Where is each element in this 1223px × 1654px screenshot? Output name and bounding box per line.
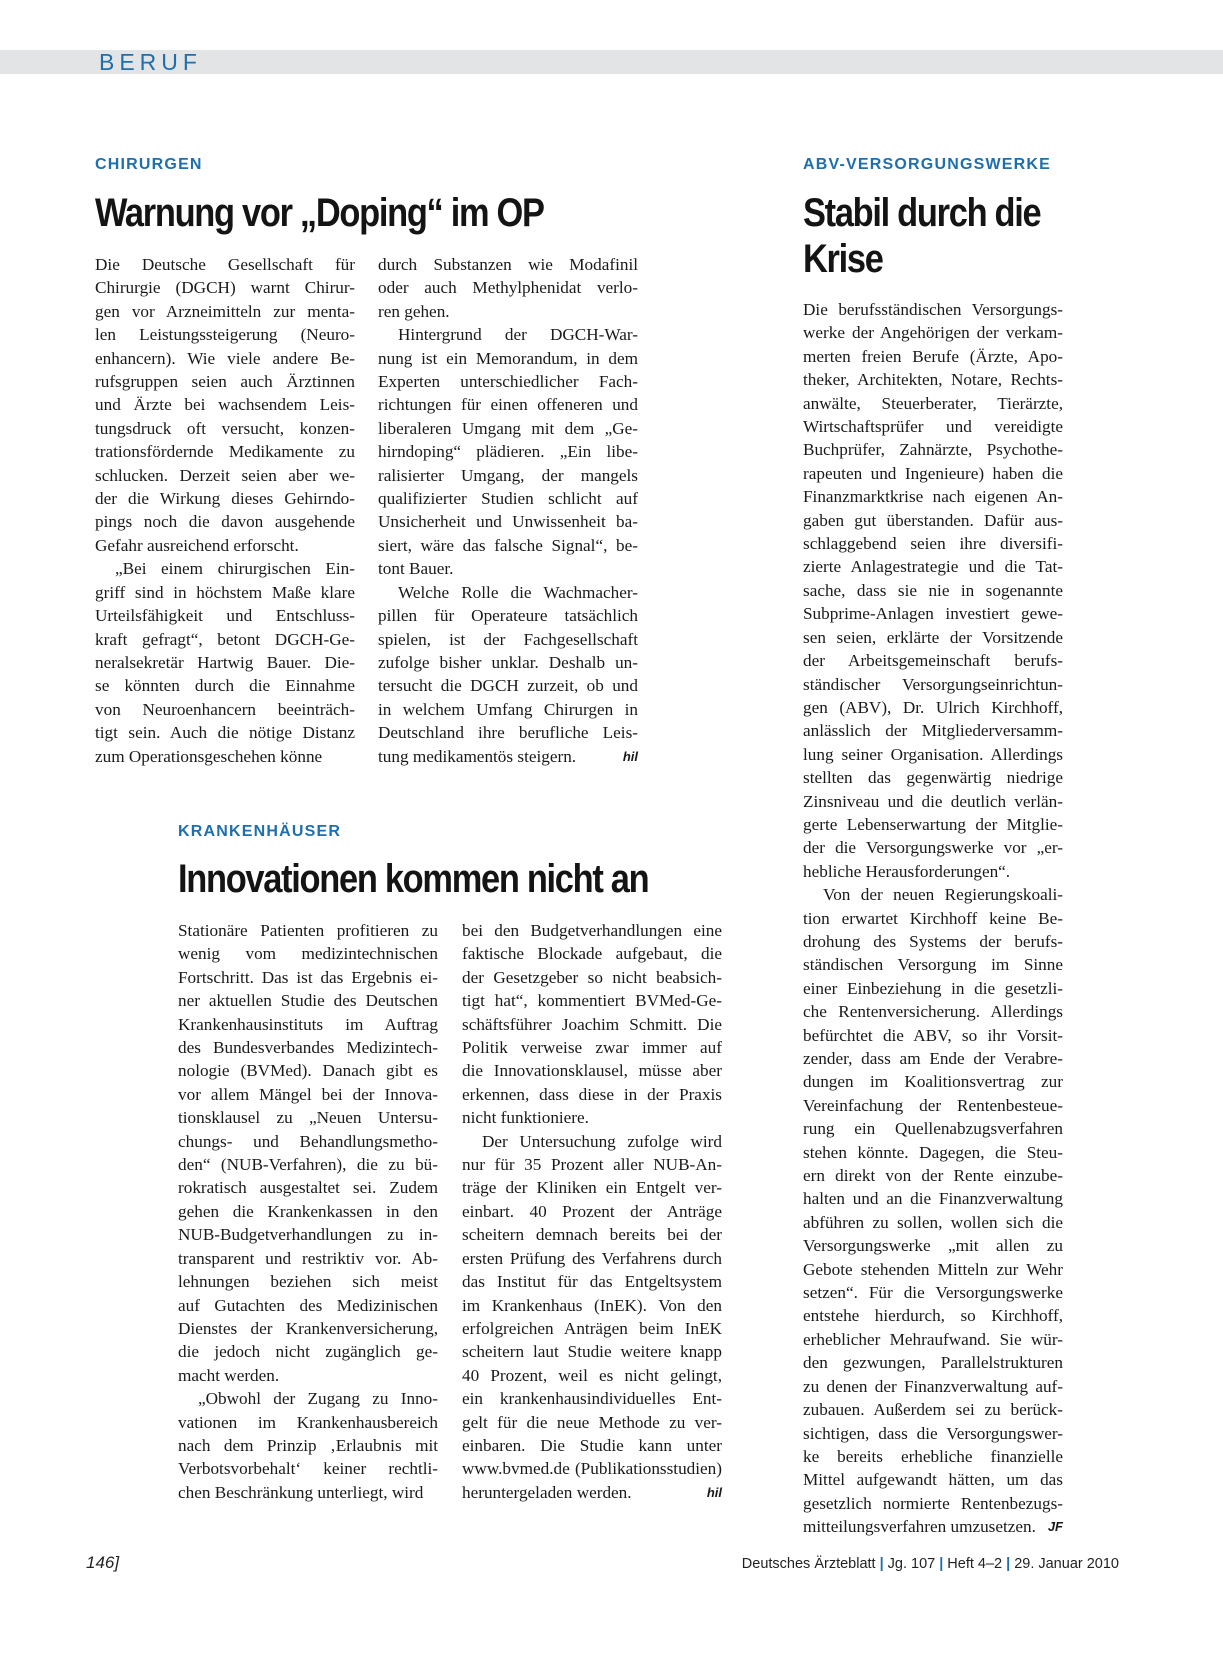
text-line: gehen die Krankenkassen in den bbox=[178, 1201, 438, 1221]
text-line: vationen im Krankenhausbereich bbox=[178, 1412, 438, 1432]
text-line: Dienstes der Krankenversicherung, bbox=[178, 1318, 438, 1338]
text-line: den gezwungen, Parallelstrukturen bbox=[803, 1353, 1063, 1373]
text-line: durch Substanzen wie Modafinil bbox=[378, 255, 638, 274]
text-line: ständischen Versorgung im Sinne bbox=[803, 955, 1063, 975]
text-line: Der Untersuchung zufolge wird bbox=[482, 1131, 722, 1151]
text-line: tigt sein. Auch die nötige Distanz bbox=[95, 723, 355, 743]
text-line: der Arbeitsgemeinschaft berufs- bbox=[803, 651, 1063, 671]
text-line: tungsdruck oft versucht, konzen- bbox=[95, 418, 355, 438]
text-line: ke bereits erhebliche finanzielle bbox=[803, 1446, 1063, 1466]
article-kicker: ABV-VERSORGUNGSWERKE bbox=[803, 156, 1052, 173]
text-line: ersten Prüfung des Verfahrens durch bbox=[462, 1248, 722, 1268]
text-line: rapeuten und Ingenieure) haben die bbox=[803, 463, 1063, 483]
text-line: zum Operationsgeschehen könne bbox=[95, 746, 323, 766]
text-line: theker, Architekten, Notare, Rechts- bbox=[803, 370, 1063, 390]
text-line: Vereinfachung der Rentenbesteue- bbox=[803, 1095, 1063, 1115]
text-line: die jedoch nicht zugänglich ge- bbox=[178, 1342, 438, 1362]
text-line: drohung des Systems der berufs- bbox=[803, 931, 1063, 951]
article-kicker: KRANKENHÄUSER bbox=[178, 823, 342, 840]
article-column-1 bbox=[178, 919, 438, 1504]
text-line: „Obwohl der Zugang zu Inno- bbox=[198, 1389, 438, 1409]
text-line: www.bvmed.de (Publikationsstudien) bbox=[462, 1459, 722, 1479]
text-line: sichtigen, dass die Versorgungswer- bbox=[803, 1423, 1063, 1443]
text-line: chen Beschränkung unterliegt, wird bbox=[178, 1482, 424, 1502]
text-line: tionsklausel zu „Neuen Untersu- bbox=[178, 1108, 438, 1128]
text-line: griff sind in höchstem Maße klare bbox=[95, 582, 355, 602]
text-line: lung seiner Organisation. Allerdings bbox=[803, 744, 1063, 764]
text-line: tigt hat“, kommentiert BVMed-Ge- bbox=[462, 991, 722, 1011]
text-line: dungen im Koalitionsvertrag zur bbox=[803, 1072, 1063, 1092]
article-headline-line-2: Krise bbox=[803, 237, 883, 281]
footer-credit bbox=[742, 1556, 1119, 1572]
text-line: zufolge bisher unklar. Deshalb un- bbox=[378, 652, 638, 672]
text-line: tung medikamentös steigern. hil bbox=[378, 745, 638, 768]
text-line: ralisierter Umgang, der mangels bbox=[378, 465, 638, 485]
text-line: setzen“. Für die Versorgungswerke bbox=[803, 1283, 1063, 1303]
author-signature: hil bbox=[706, 1484, 722, 1500]
text-line: Die Deutsche Gesellschaft für bbox=[95, 255, 355, 274]
text-line: Zinsniveau und die deutlich verlän- bbox=[803, 791, 1063, 811]
publication-date: 29. Januar 2010 bbox=[1014, 1556, 1119, 1572]
text-line: Wirtschaftsprüfer und vereidigte bbox=[803, 417, 1063, 437]
text-line: Die berufsständischen Versorgungs- bbox=[803, 300, 1063, 319]
text-line: trationsfördernde Medikamente zu bbox=[95, 442, 355, 462]
text-line: Welche Rolle die Wachmacher- bbox=[398, 582, 638, 602]
text-line: träge der Kliniken ein Entgelt ver- bbox=[462, 1178, 722, 1198]
text-line: „Bei einem chirurgischen Ein- bbox=[115, 559, 355, 579]
text-line: gen (ABV), Dr. Ulrich Kirchhoff, bbox=[803, 697, 1063, 717]
text-line: pillen für Operateure tatsächlich bbox=[378, 606, 638, 626]
text-line: anwälte, Steuerberater, Tierärzte, bbox=[803, 393, 1063, 413]
article-column-2 bbox=[378, 253, 638, 768]
text-line: macht werden. bbox=[178, 1365, 280, 1385]
text-line: in welchem Umfang Chirurgen in bbox=[378, 699, 638, 719]
text-line: Subprime-Anlagen investiert gewe- bbox=[803, 604, 1063, 624]
article-column-1 bbox=[95, 253, 355, 768]
text-line: der Gesetzgeber so nicht beabsich- bbox=[462, 967, 722, 987]
text-line: Deutschland ihre berufliche Leis- bbox=[378, 723, 638, 743]
text-line: scheitern demnach bereits bei der bbox=[462, 1225, 722, 1245]
article-column-1 bbox=[803, 298, 1063, 1539]
text-line: merten freien Berufe (Ärzte, Apo- bbox=[803, 346, 1063, 366]
text-line: Gefahr ausreichend erforscht. bbox=[95, 535, 299, 555]
footer-separator: | bbox=[939, 1556, 944, 1572]
text-line: von Neuroenhancern beeinträch- bbox=[95, 699, 355, 719]
text-line: wenig vom medizintechnischen bbox=[178, 944, 438, 964]
text-line: 40 Prozent, weil es nicht gelingt, bbox=[462, 1365, 722, 1385]
text-line: Krankenhausinstituts im Auftrag bbox=[178, 1014, 438, 1034]
text-line: Finanzmarktkrise nach eigenen An- bbox=[803, 487, 1063, 507]
text-line: erkennen, dass diese in der Praxis bbox=[462, 1084, 722, 1104]
text-line: des Bundesverbandes Medizintech- bbox=[178, 1038, 438, 1058]
text-line: vor allem Mängel bei der Innova- bbox=[178, 1084, 438, 1104]
text-line: ein krankenhausindividuelles Ent- bbox=[462, 1389, 722, 1409]
text-line: chungs- und Behandlungsmetho- bbox=[178, 1131, 438, 1151]
text-line: stehen könnte. Dagegen, die Steu- bbox=[803, 1142, 1063, 1162]
text-line: erheblicher Mehraufwand. Sie wür- bbox=[803, 1329, 1063, 1349]
text-line: der die Versorgungswerke vor „er- bbox=[803, 838, 1063, 858]
text-line: rufsgruppen seien auch Ärztinnen bbox=[95, 372, 355, 392]
author-signature: hil bbox=[622, 748, 638, 764]
text-line: Chirurgie (DGCH) warnt Chirur- bbox=[95, 278, 355, 298]
issue: Heft 4–2 bbox=[947, 1556, 1003, 1572]
text-line: che Rentenversicherung. Allerdings bbox=[803, 1002, 1063, 1022]
text-line: qualifizierter Studien schlicht auf bbox=[378, 489, 638, 509]
text-line: halten und an die Finanzverwaltung bbox=[803, 1189, 1063, 1209]
author-signature: JF bbox=[1047, 1519, 1063, 1535]
text-line: nung ist ein Memorandum, in dem bbox=[378, 348, 638, 368]
text-line: tersucht die DGCH zurzeit, ob und bbox=[378, 676, 638, 696]
text-line: sen seien, erklärte der Vorsitzende bbox=[803, 627, 1063, 647]
text-line: rokratisch ausgestaltet sei. Zudem bbox=[178, 1178, 438, 1198]
text-line: entstehe hierdurch, so Kirchhoff, bbox=[803, 1306, 1063, 1326]
text-line: faktische Blockade aufgebaut, die bbox=[462, 944, 722, 964]
footer-separator: | bbox=[1006, 1556, 1011, 1572]
text-line: nologie (BVMed). Danach gibt es bbox=[178, 1061, 438, 1081]
section-label: BERUF bbox=[99, 49, 202, 75]
page-number: 146] bbox=[86, 1553, 120, 1572]
text-line: Von der neuen Regierungskoali- bbox=[823, 885, 1063, 905]
text-line: gen vor Arzneimitteln zur menta- bbox=[95, 301, 355, 321]
text-line: schlaggebend seien ihre diversifi- bbox=[803, 534, 1063, 554]
text-line: NUB-Budgetverhandlungen zu in- bbox=[178, 1225, 438, 1245]
text-line: sache, dass sie nie in sogenannte bbox=[803, 580, 1063, 600]
text-line: einbart. 40 Prozent der Anträge bbox=[462, 1201, 722, 1221]
article-column-2 bbox=[462, 919, 722, 1504]
text-line: lehnungen beziehen sich meist bbox=[178, 1272, 438, 1292]
text-line: einer Einbeziehung in die gesetzli- bbox=[803, 978, 1063, 998]
text-line: bei den Budgetverhandlungen eine bbox=[462, 921, 722, 940]
text-line: Experten unterschiedlicher Fach- bbox=[378, 372, 638, 392]
text-line: auf Gutachten des Medizinischen bbox=[178, 1295, 438, 1315]
text-line: der die Wirkung dieses Gehirndo- bbox=[95, 489, 355, 509]
text-line: werke der Angehörigen der verkam- bbox=[803, 323, 1063, 343]
text-line: hirndoping“ plädieren. „Ein libe- bbox=[378, 442, 638, 462]
text-line: Unsicherheit und Unwissenheit ba- bbox=[378, 512, 638, 532]
text-line: tion erwartet Kirchhoff keine Be- bbox=[803, 908, 1063, 928]
text-line: gesetzlich normierte Rentenbezugs- bbox=[803, 1493, 1063, 1513]
text-line: schlucken. Derzeit seien aber we- bbox=[95, 465, 355, 485]
text-line: anlässlich der Mitgliederversamm- bbox=[803, 721, 1063, 741]
text-line: und Ärzte bei wachsendem Leis- bbox=[95, 395, 355, 415]
text-line: tont Bauer. bbox=[378, 559, 454, 579]
text-line: rung ein Quellenabzugsverfahren bbox=[803, 1119, 1063, 1139]
text-line: len Leistungssteigerung (Neuro- bbox=[95, 325, 355, 345]
text-line: zu denen der Finanzverwaltung auf- bbox=[803, 1376, 1063, 1396]
text-line: transparent und restriktiv vor. Ab- bbox=[178, 1248, 438, 1268]
text-line: enhancern). Wie viele andere Be- bbox=[95, 348, 355, 368]
text-line: siert, wäre das falsche Signal“, be- bbox=[378, 535, 638, 555]
text-line: spielen, ist der Fachgesellschaft bbox=[378, 629, 638, 649]
article-kicker: CHIRURGEN bbox=[95, 156, 203, 173]
text-line: neralsekretär Hartwig Bauer. Die- bbox=[95, 652, 355, 672]
text-line: gaben gut überstanden. Dafür aus- bbox=[803, 510, 1063, 530]
article-headline: Innovationen kommen nicht an bbox=[178, 857, 649, 901]
text-line: zubauen. Außerdem sei zu berück- bbox=[803, 1400, 1063, 1420]
text-line: ern direkt von der Rente einzube- bbox=[803, 1166, 1063, 1186]
text-line: Versorgungswerke „mit allen zu bbox=[803, 1236, 1063, 1256]
text-line: Urteilsfähigkeit und Entschluss- bbox=[95, 606, 355, 626]
text-line: zierte Anlagestrategie und die Tat- bbox=[803, 557, 1063, 577]
publication-name: Deutsches Ärzteblatt bbox=[741, 1556, 876, 1572]
text-line: nach dem Prinzip ‚Erlaubnis mit bbox=[178, 1435, 438, 1455]
text-line: nicht funktioniere. bbox=[462, 1108, 589, 1128]
text-line: erfolgreichen Anträgen beim InEK bbox=[462, 1318, 722, 1338]
text-line: abführen zu sollen, wollen sich die bbox=[803, 1212, 1063, 1232]
text-line: ner aktuellen Studie des Deutschen bbox=[178, 991, 438, 1011]
text-line: ren gehen. bbox=[378, 301, 450, 321]
text-line: schäftsführer Joachim Schmitt. Die bbox=[462, 1014, 722, 1034]
text-line: die Innovationsklausel, müsse aber bbox=[462, 1061, 722, 1081]
text-line: einbaren. Die Studie kann unter bbox=[462, 1435, 722, 1455]
text-line: im Krankenhaus (InEK). Von den bbox=[462, 1295, 722, 1315]
text-line: oder auch Methylphenidat verlo- bbox=[378, 278, 638, 298]
text-line: richtungen für einen offeneren und bbox=[378, 395, 638, 415]
text-line: mitteilungsverfahren umzusetzen. JF bbox=[803, 1515, 1063, 1538]
text-line: heruntergeladen werden. hil bbox=[462, 1481, 722, 1504]
text-line: Fortschritt. Das ist das Ergebnis ei- bbox=[178, 967, 438, 987]
text-line: Gebote stehenden Mitteln zur Wehr bbox=[803, 1259, 1063, 1279]
text-line: scheitern laut Studie weitere knapp bbox=[462, 1342, 722, 1362]
text-line: hebliche Herausforderungen“. bbox=[803, 861, 1011, 881]
text-line: Hintergrund der DGCH-War- bbox=[398, 325, 638, 345]
text-line: Politik verweise zwar immer auf bbox=[462, 1038, 722, 1058]
text-line: ständischer Versorgungseinrichtun- bbox=[803, 674, 1063, 694]
text-line: Stationäre Patienten profitieren zu bbox=[178, 921, 438, 940]
text-line: das Institut für das Entgeltsystem bbox=[462, 1272, 722, 1292]
text-line: befürchtet die ABV, so ihr Vorsit- bbox=[803, 1025, 1063, 1045]
text-line: nur für 35 Prozent aller NUB-An- bbox=[462, 1155, 722, 1175]
text-line: Buchprüfer, Zahnärzte, Psychothe- bbox=[803, 440, 1063, 460]
article-headline: Warnung vor „Doping“ im OP bbox=[95, 191, 544, 235]
text-line: pings noch die davon ausgehende bbox=[95, 512, 355, 532]
footer-separator: | bbox=[879, 1556, 884, 1572]
text-line: liberaleren Umgang mit dem „Ge- bbox=[378, 418, 638, 438]
text-line: se könnten durch die Einnahme bbox=[95, 676, 355, 696]
article-headline-line-1: Stabil durch die bbox=[803, 191, 1041, 235]
text-line: gelt für die neue Methode zu ver- bbox=[462, 1412, 722, 1432]
text-line: Verbotsvorbehalt‘ keiner rechtli- bbox=[178, 1459, 438, 1479]
text-line: Mittel aufgewandt hätten, um das bbox=[803, 1470, 1063, 1490]
text-line: zender, dass am Ende der Verabre- bbox=[803, 1049, 1063, 1068]
text-line: stellten das gegenwärtig niedrige bbox=[803, 768, 1063, 788]
text-line: gerte Lebenserwartung der Mitglie- bbox=[803, 814, 1063, 834]
text-line: den“ (NUB-Verfahren), die zu bü- bbox=[178, 1155, 438, 1175]
volume: Jg. 107 bbox=[887, 1556, 936, 1572]
text-line: kraft gefragt“, betont DGCH-Ge- bbox=[95, 629, 355, 649]
